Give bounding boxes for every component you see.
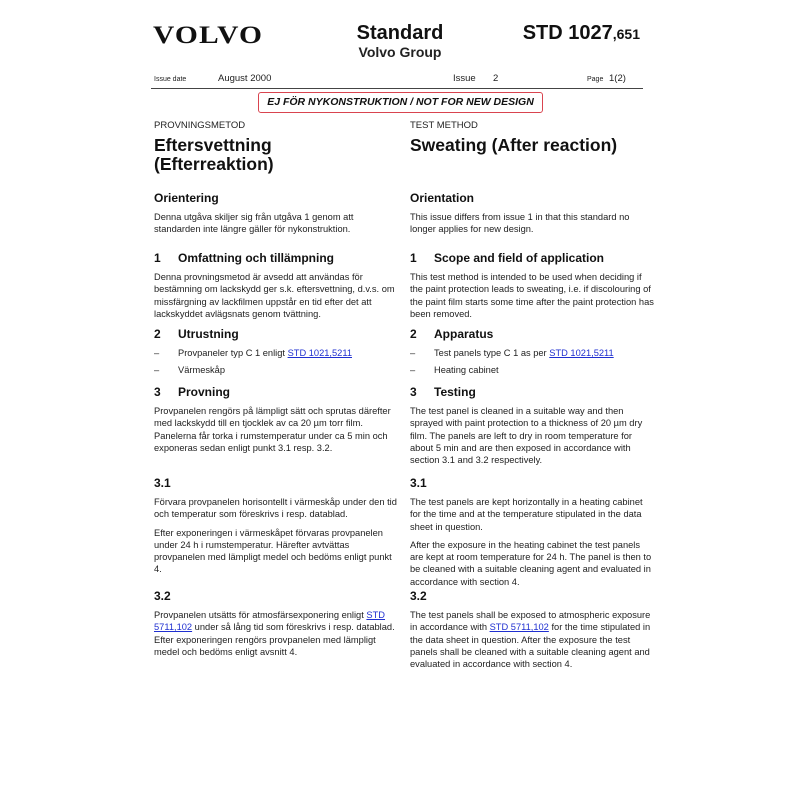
list-item: – Värmeskåp (154, 365, 226, 375)
std-1021-link[interactable]: STD 1021,5211 (549, 348, 614, 358)
issue-value: 2 (493, 73, 499, 84)
issue-label: Issue (453, 73, 476, 84)
section-3-2-heading: 3.2 (410, 589, 427, 603)
section-3-heading: 3 Testing (410, 385, 476, 399)
kicker: TEST METHOD (410, 120, 478, 131)
orientation-text: This issue differs from issue 1 in that this standard no longer applies for new design. (410, 212, 630, 235)
section-3-1-text-1: The test panels are kept horizontally in a heating cabinet for the time and at the temperature stipulated in the data sheet in question. (410, 497, 643, 532)
page-label: Page (587, 76, 604, 83)
section-3-text: The test panel is cleaned in a suitable way and then sprayed with paint protection to a thickness of 20 µm dry film. The panels are left to dry in room temperature for about 5 min and are then exposed in accordance with section 3.1 and 3.2 respectively. (410, 406, 643, 466)
std-1021-link[interactable]: STD 1021,5211 (287, 348, 352, 358)
section-1-text: This test method is intended to be used when deciding if the paint protection leads to sweating, i.e. if discolouring of the paint film starts some time after the paint protection has been removed. (410, 272, 654, 319)
orientation-heading: Orientering (154, 191, 219, 205)
std-5711-link[interactable]: STD 5711,102 (489, 622, 549, 633)
section-3-1-text-2: After the exposure in the heating cabinet the test panels are kept at room temperature for 24 h. The panel is then to be cleaned with a suitable cleaning agent and evaluated in accordance with section 4. (410, 539, 652, 587)
standard-number (523, 22, 640, 45)
doc-title-line2: (Efterreaktion) (154, 154, 274, 174)
standard-number-suffix: ,651 (612, 26, 640, 42)
section-3-1-text-1: Förvara provpanelen horisontellt i värmeskåp under den tid och temperatur som föreskrivs i resp. datablad. (154, 497, 397, 520)
section-1-heading: 1 Scope and field of application (410, 251, 605, 265)
orientation-heading: Orientation (410, 191, 475, 205)
section-3-1-heading: 3.1 (154, 476, 171, 490)
doc-title-line1: Eftersvettning (154, 135, 272, 155)
section-1-text: Denna provningsmetod är avsedd att användas för bestämning om lackskydd ger s.k. eftersvettning, d.v.s. om missfärgning av lackfilmen uppstår en tid efter det att lackskyddet avlägsnats genom tvättning. (154, 272, 395, 319)
list-item: – Test panels type C 1 as per STD 1021,5211 (410, 348, 614, 358)
issue-date-label: Issue date (154, 76, 187, 83)
header-divider (151, 88, 643, 89)
section-1-heading: 1 Omfattning och tillämpning (154, 251, 334, 265)
doc-title (154, 136, 399, 174)
issue-date-value: August 2000 (218, 73, 272, 84)
page-value: 1(2) (609, 73, 626, 84)
section-2-heading: 2 Apparatus (410, 327, 494, 341)
section-3-heading: 3 Provning (154, 385, 231, 399)
section-2-heading: 2 Utrustning (154, 327, 239, 341)
section-3-2-text: The test panels shall be exposed to atmospheric exposure in accordance with STD 5711,102 for the time stipulated in the data sheet in question. After the exposure the test panels shall be cleaned with a suitable cleaning agent and evaluated in accordance with section 4. (410, 610, 651, 670)
list-item: – Heating cabinet (410, 365, 499, 375)
section-3-1-heading: 3.1 (410, 476, 427, 490)
kicker: PROVNINGSMETOD (154, 120, 246, 131)
orientation-text: Denna utgåva skiljer sig från utgåva 1 genom att standarden inte längre gäller för nykonstruktion. (154, 212, 354, 235)
standard-subtitle: Volvo Group (358, 44, 442, 60)
section-3-text: Provpanelen rengörs på lämpligt sätt och sprutas därefter med lackskydd till en tjocklek av ca 20 µm torr film. Panelerna får torka i rumstemperatur under ca 5 min och exponeras sedan enligt punkt 3.1 resp. 3.2. (154, 406, 391, 453)
volvo-logo: VOLVO (153, 22, 264, 49)
standard-title: Standard (356, 22, 444, 44)
doc-title: Sweating (After reaction) (410, 135, 618, 155)
standard-number-main: STD 1027 (522, 22, 613, 44)
std-5711-link[interactable]: STD 5711,102 (154, 610, 386, 633)
section-3-2-text: Provpanelen utsätts för atmosfärsexponering enligt STD 5711,102 under så lång tid som föreskrivs i resp. datablad. Efter exponeringen rengörs provpanelen med lämpligt medel och bedöms enligt avsnitt 4. (154, 610, 395, 657)
section-3-1-text-2: Efter exponeringen i värmeskåpet förvaras provpanelen under 24 h i rumstemperatur. Härefter avtvättas provpanelen med lämpligt medel och bedöms enligt punkt 4. (154, 527, 392, 575)
section-3-2-heading: 3.2 (154, 589, 171, 603)
not-for-new-design-notice: EJ FÖR NYKONSTRUKTION / NOT FOR NEW DESIGN (258, 92, 543, 113)
list-item: – Provpaneler typ C 1 enligt STD 1021,5211 (154, 348, 352, 358)
